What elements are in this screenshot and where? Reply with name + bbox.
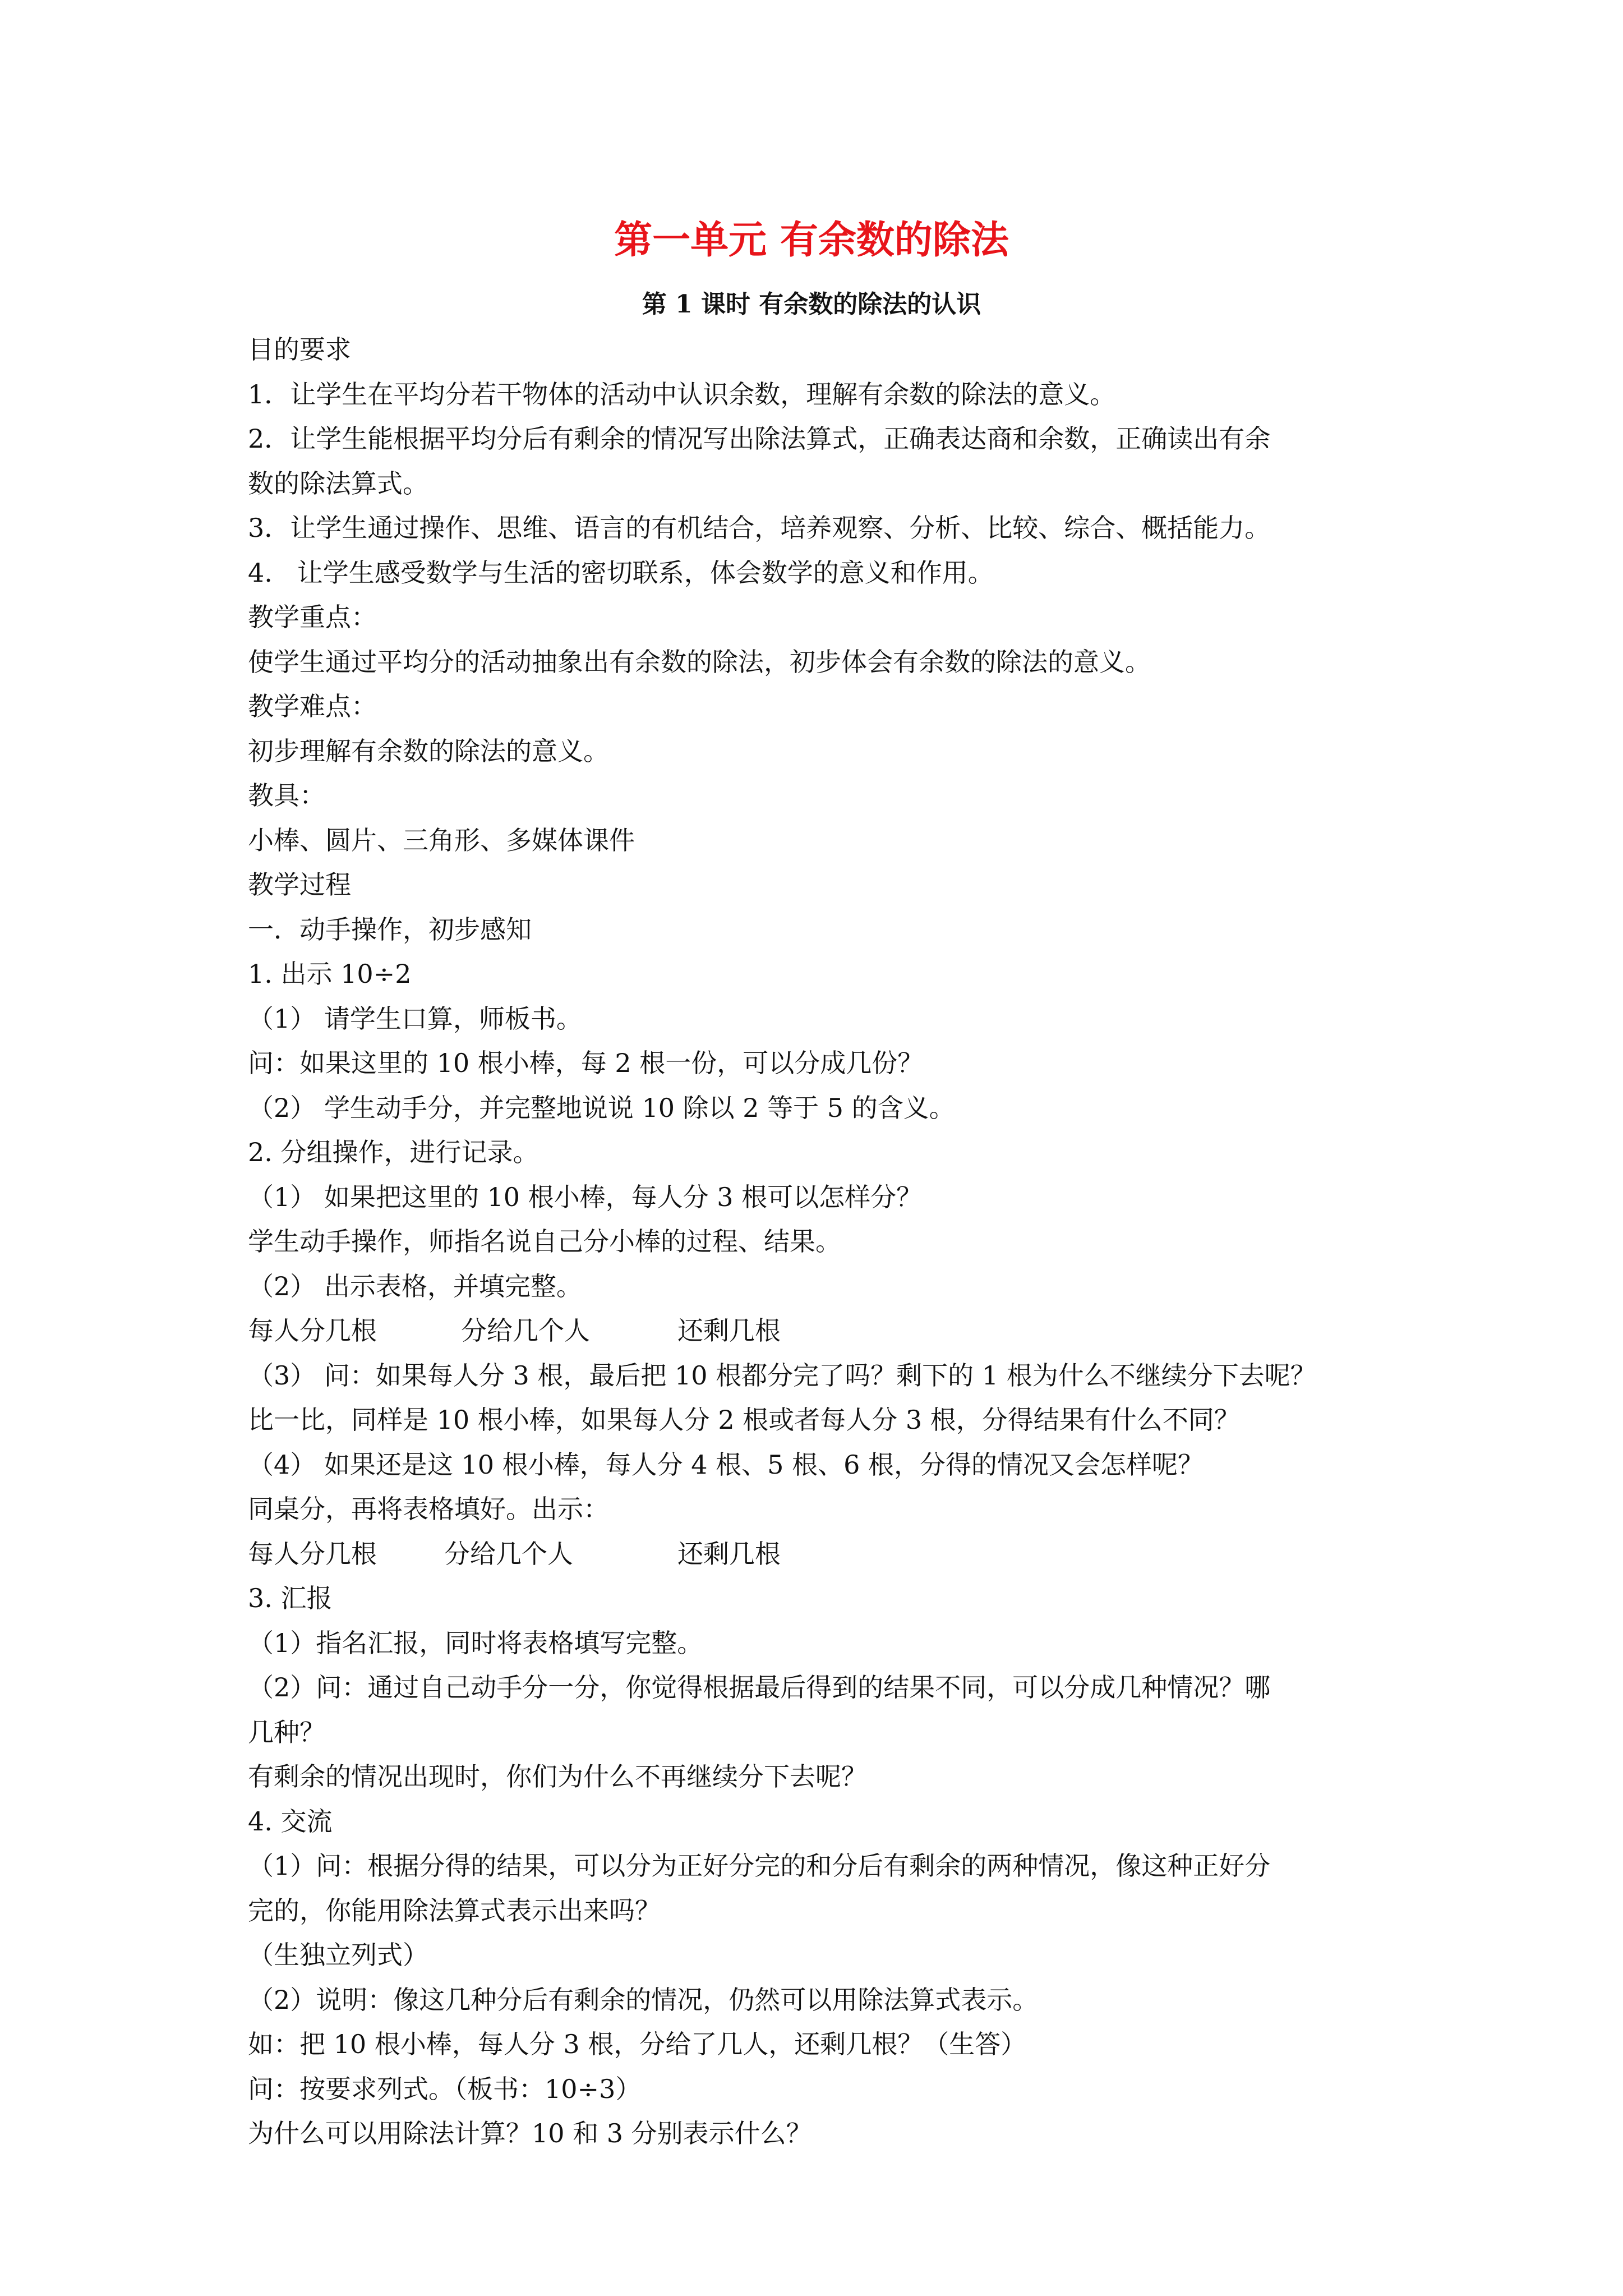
step-3: 3. 汇报 <box>248 1583 333 1613</box>
step-2-sub-1: （1） 如果把这里的 10 根小棒，每人分 3 根可以怎样分？ <box>248 1181 923 1212</box>
section-heading-key-points: 教学重点： <box>248 602 377 632</box>
section-heading-objectives: 目的要求 <box>248 334 351 365</box>
step-3-question: 有剩余的情况出现时，你们为什么不再继续分下去呢？ <box>248 1761 867 1792</box>
section-heading-difficulties: 教学难点： <box>248 691 377 721</box>
step-1: 1. 出示 10÷2 <box>248 959 412 989</box>
step-3-sub-2: （2）问：通过自己动手分一分，你觉得根据最后得到的结果不同，可以分成几种情况？哪 <box>248 1672 1271 1703</box>
objective-2-cont: 数的除法算式。 <box>248 468 428 499</box>
step-4: 4. 交流 <box>248 1806 333 1837</box>
difficulties-text: 初步理解有余数的除法的意义。 <box>248 735 609 766</box>
table-header-cell: 每人分几根 <box>248 1538 377 1569</box>
step-2-sub-2: （2） 出示表格，并填完整。 <box>248 1271 582 1301</box>
step-4-formula: 问：按要求列式。（板书：10÷3） <box>248 2073 642 2104</box>
step-4-question: 为什么可以用除法计算？10 和 3 分别表示什么？ <box>248 2118 812 2148</box>
table-header-row <box>248 1532 1448 1577</box>
unit-title: 第一单元 有余数的除法 <box>614 218 1009 263</box>
step-2: 2. 分组操作，进行记录。 <box>248 1137 539 1167</box>
step-4-note: （生独立列式） <box>248 1940 428 1970</box>
table-header-cell: 分给几个人 <box>461 1315 590 1346</box>
process-part-1: 一．动手操作，初步感知 <box>248 914 532 945</box>
table-header-cell: 分给几个人 <box>444 1538 573 1569</box>
step-2-pair-work: 同桌分，再将表格填好。出示： <box>248 1494 609 1524</box>
objective-2: 2．让学生能根据平均分后有剩余的情况写出除法算式，正确表达商和余数，正确读出有余 <box>248 424 1271 454</box>
step-1-sub-1: （1） 请学生口算，师板书。 <box>248 1003 582 1034</box>
section-heading-materials: 教具： <box>248 780 325 811</box>
table-header-cell: 还剩几根 <box>677 1315 781 1346</box>
step-4-sub-2: （2）说明：像这几种分后有剩余的情况，仍然可以用除法算式表示。 <box>248 1984 1039 2015</box>
step-3-sub-1: （1）指名汇报，同时将表格填写完整。 <box>248 1627 703 1658</box>
objective-4: 4. 让学生感受数学与生活的密切联系，体会数学的意义和作用。 <box>248 557 994 588</box>
materials-text: 小棒、圆片、三角形、多媒体课件 <box>248 825 635 855</box>
step-2-sub-4: （4） 如果还是这 10 根小棒，每人分 4 根、5 根、6 根，分得的情况又会怎样呢？ <box>248 1449 1204 1480</box>
lesson-body <box>248 328 1448 2156</box>
step-4-sub-1: （1）问：根据分得的结果，可以分为正好分完的和分后有剩余的两种情况，像这种正好分 <box>248 1851 1271 1881</box>
lesson-subtitle: 第 1 课时 有余数的除法的认识 <box>642 290 981 319</box>
table-header-cell: 还剩几根 <box>677 1538 781 1569</box>
step-3-sub-2-cont: 几种？ <box>248 1717 325 1747</box>
table-header-row <box>248 1309 1448 1354</box>
step-4-example: 如：把 10 根小棒，每人分 3 根，分给了几人，还剩几根？（生答） <box>248 2029 1027 2059</box>
step-2-activity: 学生动手操作，师指名说自己分小棒的过程、结果。 <box>248 1226 841 1257</box>
section-heading-process: 教学过程 <box>248 869 351 900</box>
step-2-compare: 比一比，同样是 10 根小棒，如果每人分 2 根或者每人分 3 根，分得结果有什么不同？ <box>248 1405 1240 1435</box>
key-points-text: 使学生通过平均分的活动抽象出有余数的除法，初步体会有余数的除法的意义。 <box>248 646 1151 677</box>
objective-1: 1．让学生在平均分若干物体的活动中认识余数，理解有余数的除法的意义。 <box>248 379 1116 409</box>
step-1-question: 问：如果这里的 10 根小棒，每 2 根一份，可以分成几份？ <box>248 1048 924 1078</box>
step-1-sub-2: （2） 学生动手分，并完整地说说 10 除以 2 等于 5 的含义。 <box>248 1092 955 1123</box>
step-4-sub-1-cont: 完的，你能用除法算式表示出来吗？ <box>248 1895 661 1926</box>
step-2-sub-3: （3） 问：如果每人分 3 根，最后把 10 根都分完了吗？剩下的 1 根为什么不继续分下去呢？ <box>248 1360 1316 1391</box>
objective-3: 3．让学生通过操作、思维、语言的有机结合，培养观察、分析、比较、综合、概括能力。 <box>248 513 1271 543</box>
table-header-cell: 每人分几根 <box>248 1315 377 1346</box>
